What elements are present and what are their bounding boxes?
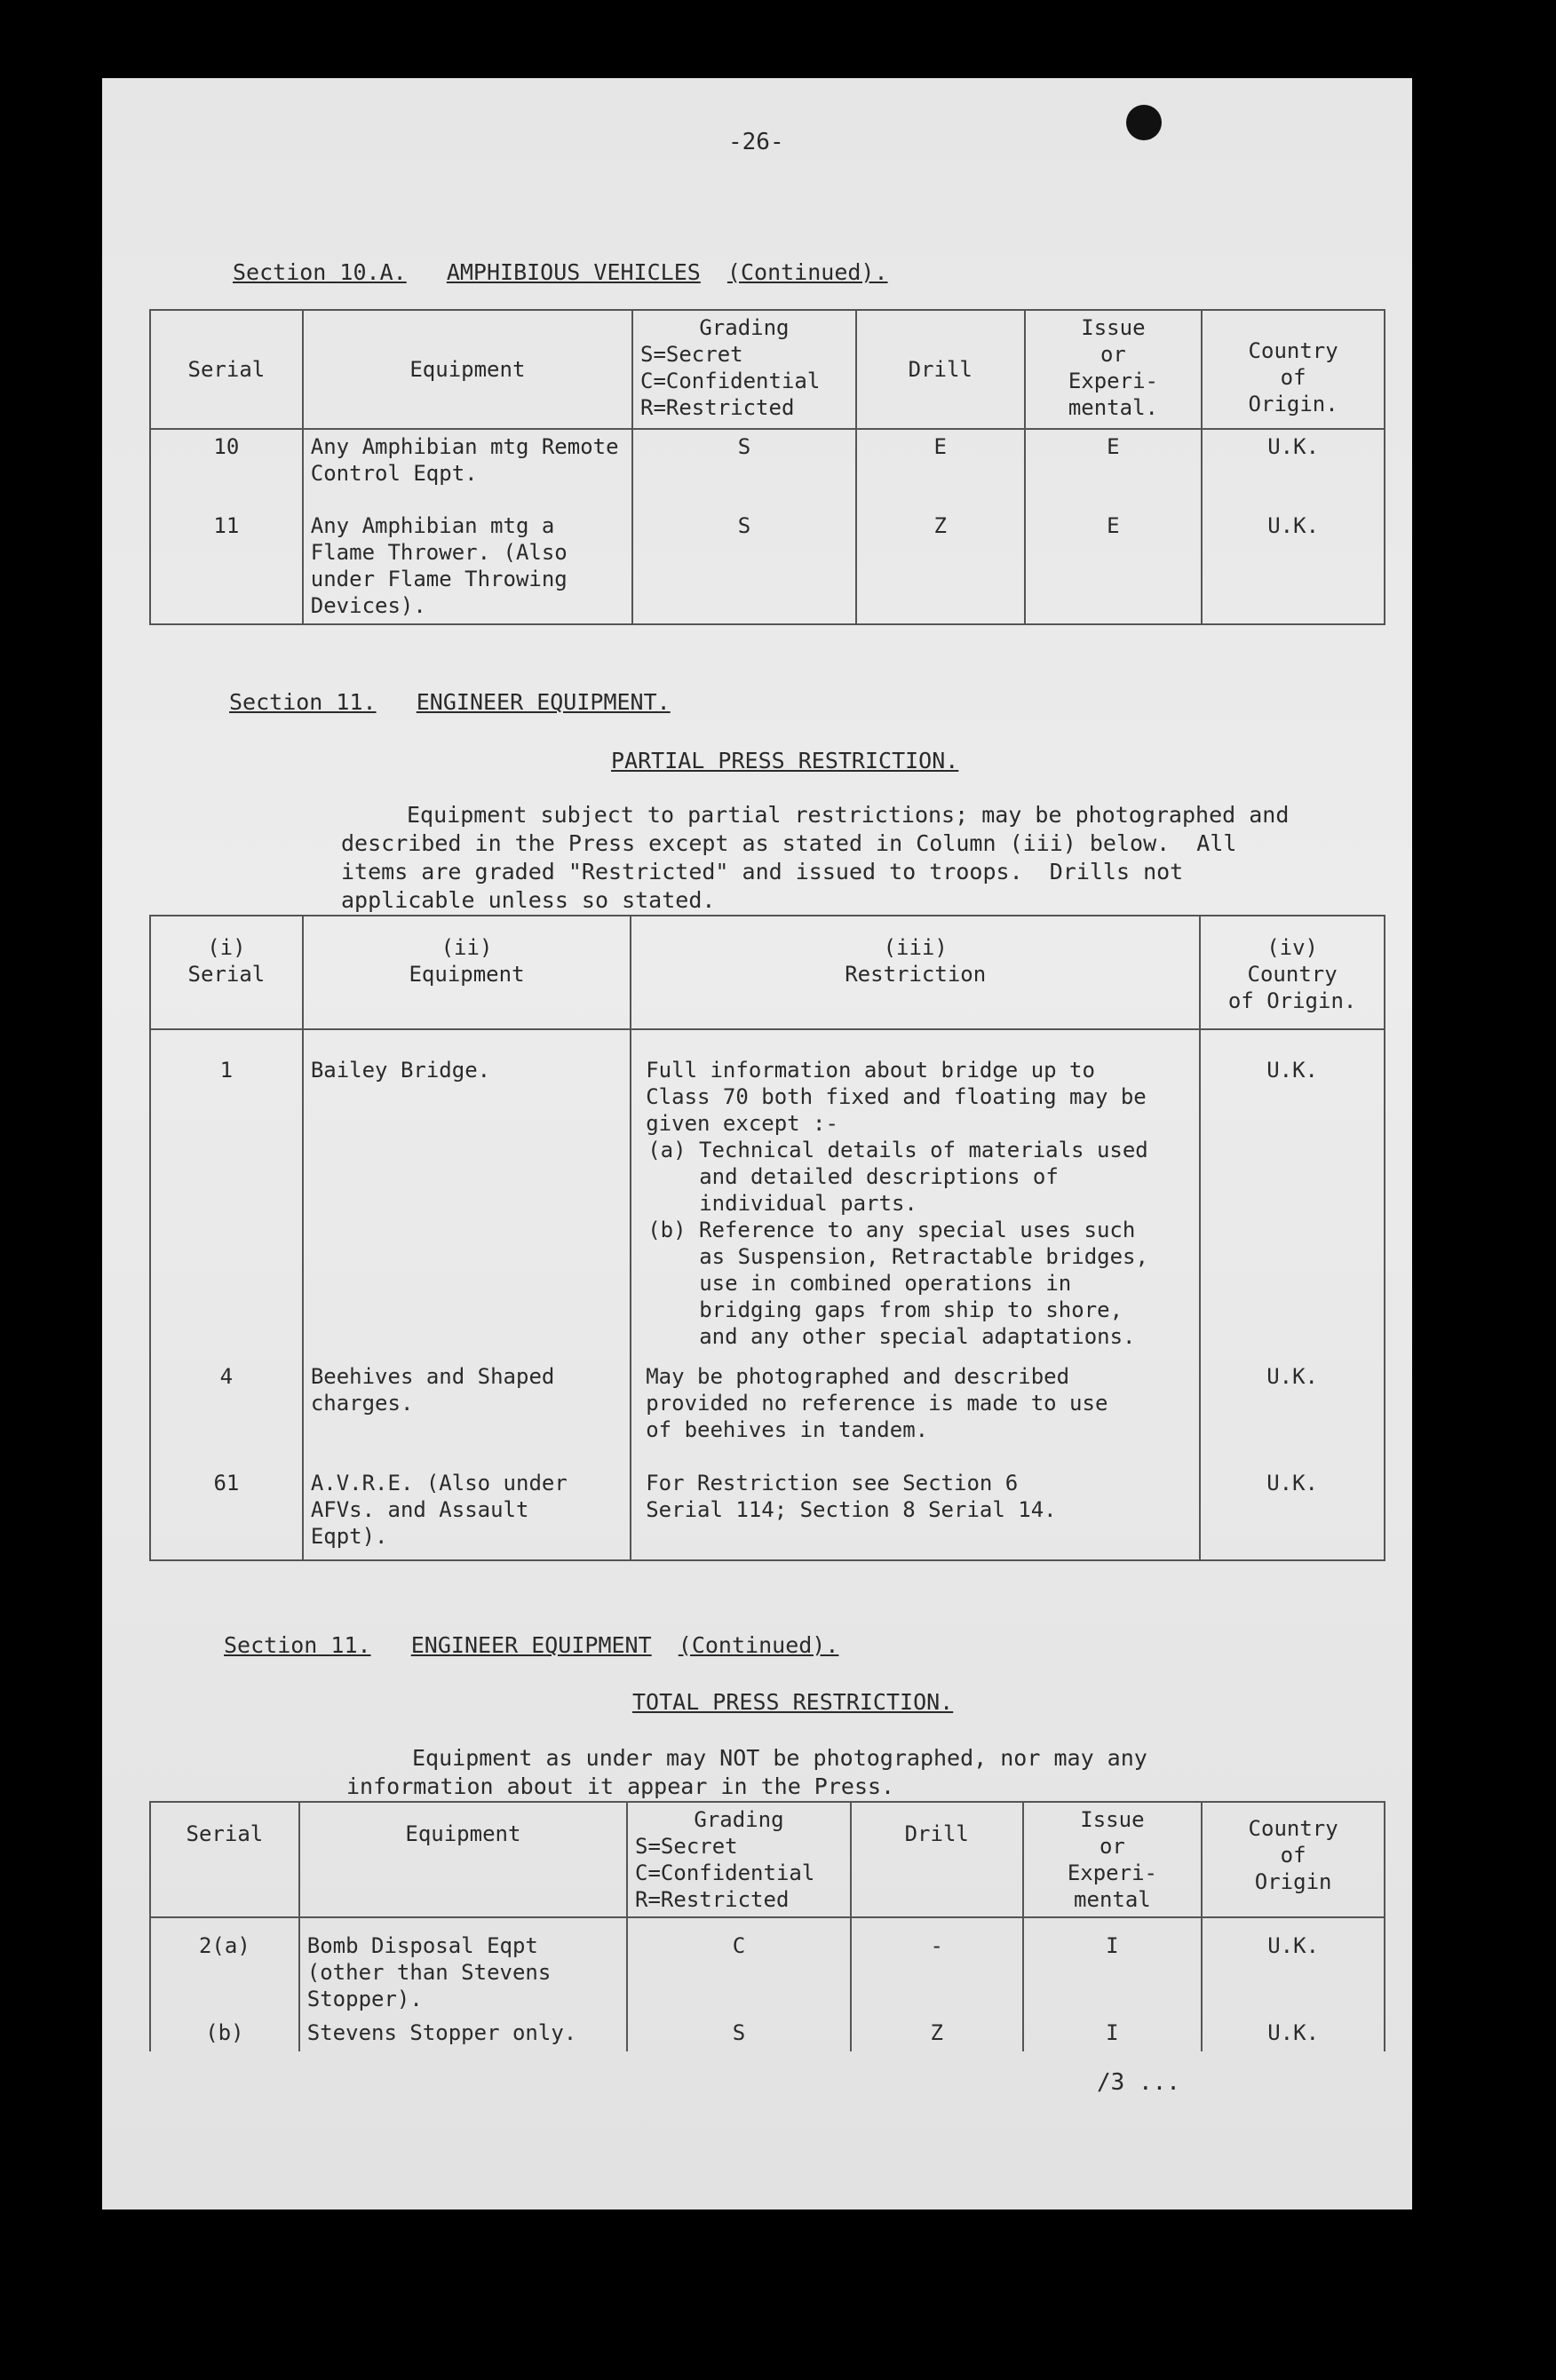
punch-hole [1126, 105, 1162, 140]
table-row: 2(a) Bomb Disposal Eqpt (other than Stevens Stopper). C - I U.K. [150, 1917, 1385, 2016]
table-row: 10 Any Amphibian mtg Remote Control Eqpt. S E E U.K. [150, 429, 1385, 509]
col-serial: Serial [150, 1802, 299, 1917]
table-row: 4 Beehives and Shaped charges. May be photographed and described provided no reference is made to use of beehives in tandem. U.K. [150, 1360, 1385, 1466]
col-grading: Grading S=Secret C=Confidential R=Restricted [632, 310, 856, 429]
col-issue: Issue or Experi- mental. [1025, 310, 1203, 429]
col-drill: Drill [856, 310, 1025, 429]
table-row: (b) Stevens Stopper only. S Z I U.K. [150, 2016, 1385, 2051]
page-number: -26- [728, 129, 784, 155]
table-total-restriction [149, 1801, 1385, 2051]
col-restriction: (iii) Restriction [631, 916, 1200, 1029]
col-equipment: Equipment [303, 310, 632, 429]
total-restriction-subheading: TOTAL PRESS RESTRICTION. [632, 1689, 954, 1715]
col-equipment: (ii) Equipment [303, 916, 631, 1029]
section-11-continued-heading: Section 11. ENGINEER EQUIPMENT (Continued). [224, 1632, 839, 1658]
table-amphibious-vehicles [149, 309, 1385, 625]
continuation-marker: /3 ... [1097, 2069, 1180, 2096]
col-drill: Drill [851, 1802, 1023, 1917]
col-country: Country of Origin. [1202, 310, 1385, 429]
section-11-heading: Section 11. ENGINEER EQUIPMENT. [229, 689, 671, 715]
col-issue: Issue or Experi- mental [1023, 1802, 1203, 1917]
table-row: 61 A.V.R.E. (Also under AFVs. and Assault Eqpt). For Restriction see Section 6 Serial 114; Section 8 Serial 14. U.K. [150, 1466, 1385, 1560]
total-restriction-intro: Equipment as under may NOT be photographed, nor may any information about it appear in the Press. [346, 1745, 1147, 1799]
partial-restriction-subheading: PARTIAL PRESS RESTRICTION. [611, 748, 959, 774]
col-country: Country of Origin [1202, 1802, 1385, 1917]
section-10a-heading: Section 10.A. AMPHIBIOUS VEHICLES (Continued). [233, 259, 888, 285]
table-row: 1 Bailey Bridge. Full information about bridge up to Class 70 both fixed and floating may be given except :- (a) Technical details of materials used and detailed descriptions of individual parts. (b) Reference to any special uses such as Suspension, Retractable bridges, use in combined operations in bridging gaps from ship to shore, and any other special adaptations. U.K. [150, 1029, 1385, 1360]
col-equipment: Equipment [299, 1802, 627, 1917]
col-country: (iv) Country of Origin. [1200, 916, 1385, 1029]
table-row: 11 Any Amphibian mtg a Flame Thrower. (Also under Flame Throwing Devices). S Z E U.K. [150, 509, 1385, 624]
table-partial-restriction [149, 915, 1385, 1561]
partial-restriction-intro: Equipment subject to partial restrictions; may be photographed and described in the Press except as stated in Column (iii) below. All items are graded "Restricted" and issued to troops. Drills not applicable unless so stated. [341, 802, 1290, 913]
col-serial: (i) Serial [150, 916, 303, 1029]
col-serial: Serial [150, 310, 303, 429]
col-grading: Grading S=Secret C=Confidential R=Restricted [627, 1802, 851, 1917]
